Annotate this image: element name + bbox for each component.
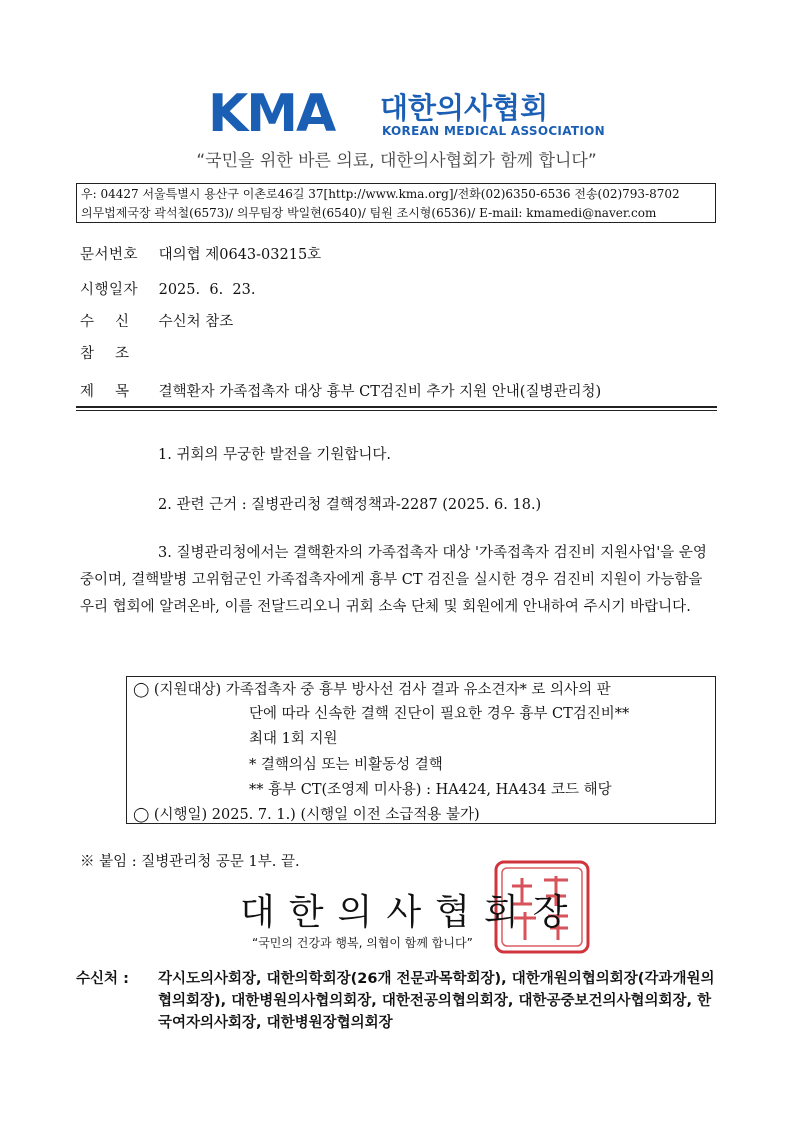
date-label: 시행일자 xyxy=(80,282,139,298)
to-row xyxy=(80,310,233,331)
slogan: “국민을 위한 바른 의료, 대한의사협회가 함께 합니다” xyxy=(196,151,597,171)
doc-number-row xyxy=(80,243,321,264)
to: 수신처 참조 xyxy=(158,314,234,330)
box-row-effective-date: ◯ (시행일) 2025. 7. 1.) (시행일 이전 소급적용 불가) xyxy=(133,807,480,823)
org-name-en: KOREAN MEDICAL ASSOCIATION xyxy=(382,124,605,138)
ref-label: 참 조 xyxy=(80,346,130,362)
signer-title: 대한의사협회장 xyxy=(240,892,582,933)
org-name-ko: 대한의사협회 xyxy=(380,91,549,125)
support-info-box xyxy=(126,676,716,824)
recipients-list: 각시도의사회장, 대한의학회장(26개 전문과목학회장), 대한개원의협의회장(각과개원의협의회장), 대한병원의사협의회장, 대한전공의협의회장, 대한공중보건의사협의회장, 한국여자의사회장, 대한병원장협의회장 xyxy=(158,971,715,1031)
box-row-3: 최대 1회 지원 xyxy=(249,731,338,747)
contact-line-1: 우: 04427 서울특별시 용산구 이촌로46길 37[http://www.kma.org]/전화(02)6350-6536 전송(02)793-8702 xyxy=(81,187,680,201)
box-note-2: ** 흉부 CT(조영제 미사용) : HA424, HA434 코드 해당 xyxy=(249,782,612,798)
logo-text: KMA xyxy=(208,84,335,144)
subject: 결핵환자 가족접촉자 대상 흉부 CT검진비 추가 지원 안내(질병관리청) xyxy=(158,384,602,400)
contact-box xyxy=(76,183,716,223)
paragraph-2: 2. 관련 근거 : 질병관리청 결핵정책과-2287 (2025. 6. 18.) xyxy=(158,497,542,513)
recipients-label: 수신처 : xyxy=(76,971,129,987)
attachment-note: ※ 붙임 : 질병관리청 공문 1부. 끝. xyxy=(80,854,300,870)
kma-logo xyxy=(200,84,620,144)
ref-row xyxy=(80,342,154,363)
paragraph-1: 1. 귀회의 무궁한 발전을 기원합니다. xyxy=(158,447,391,463)
box-row-2: 단에 따라 신속한 결핵 진단이 필요한 경우 흉부 CT검진비** xyxy=(249,706,630,722)
box-note-1: * 결핵의심 또는 비활동성 결핵 xyxy=(249,757,443,773)
box-row-target: ◯ (지원대상) 가족접촉자 중 흉부 방사선 검사 결과 유소견자* 로 의사의 판 xyxy=(133,682,611,698)
date-row xyxy=(80,278,255,299)
recipients-block xyxy=(76,968,718,1034)
divider xyxy=(76,406,717,408)
divider xyxy=(76,410,717,411)
paragraph-3 xyxy=(80,540,720,621)
signer-motto: “국민의 건강과 행복, 의협이 함께 합니다” xyxy=(252,936,473,950)
doc-number-label: 문서번호 xyxy=(80,247,139,263)
date: 2025. 6. 23. xyxy=(158,282,256,298)
doc-number: 대의협 제0643-03215호 xyxy=(158,247,322,263)
contact-line-2: 의무법제국장 곽석철(6573)/ 의무팀장 박일현(6540)/ 팀원 조시형(6536)/ E-mail: kmamedi@naver.com xyxy=(81,206,657,220)
paragraph-3-text: 3. 질병관리청에서는 결핵환자의 가족접촉자 대상 '가족접촉자 검진비 지원사업'을 운영중이며, 결핵발병 고위험군인 가족접촉자에게 흉부 CT 검진을 실시한 경우 검진비 지원이 가능함을 우리 협회에 알려온바, 이를 전달드리오니 귀회 소속 단체 및 회원에게 안내하여 주시기 바랍니다. xyxy=(80,545,707,615)
to-label: 수 신 xyxy=(80,314,130,330)
subject-row xyxy=(80,380,601,401)
subject-label: 제 목 xyxy=(80,384,130,400)
